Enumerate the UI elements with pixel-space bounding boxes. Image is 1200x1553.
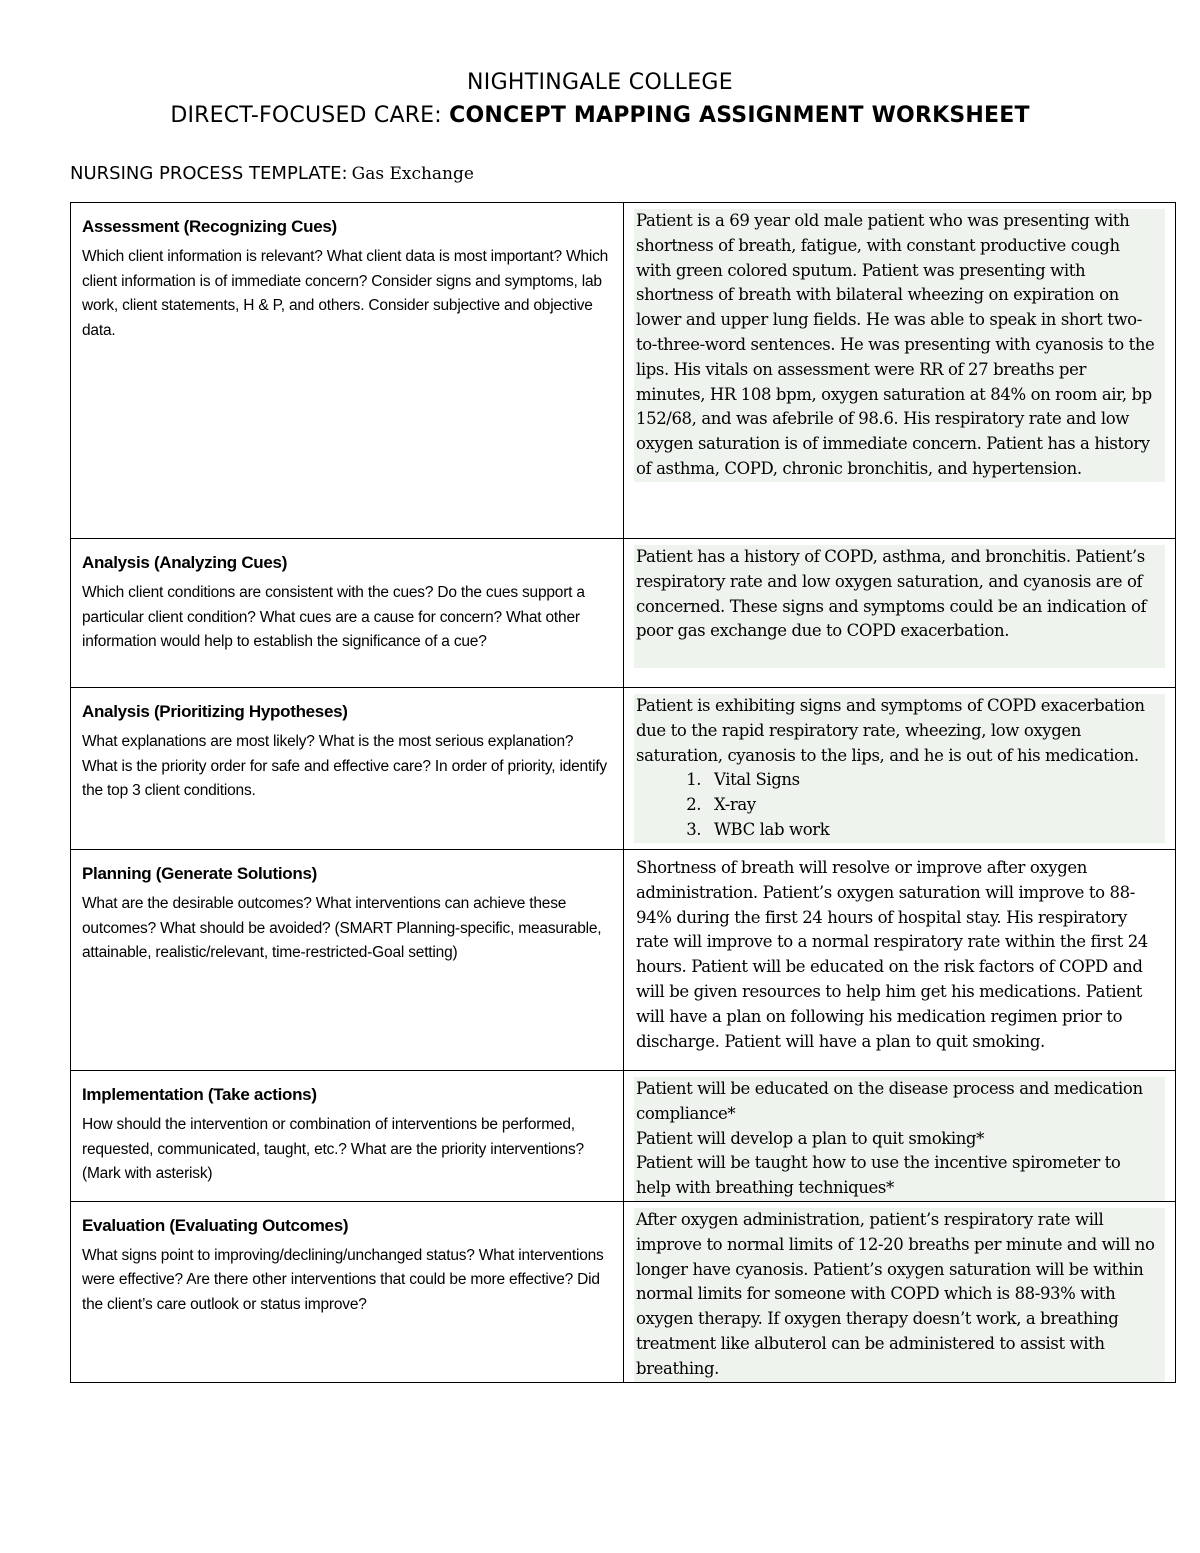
prioritizing-hypotheses-heading: Analysis (Prioritizing Hypotheses) — [82, 702, 348, 721]
assessment-heading: Assessment (Recognizing Cues) — [82, 217, 337, 236]
planning-prompt-cell — [71, 850, 624, 1071]
planning-answer[interactable]: Shortness of breath will resolve or improve after oxygen administration. Patient’s oxygen saturation will improve to 88-94% during the first 24 hours of hospital stay. His respiratory rate will improve to a normal respiratory rate within the first 24 hours. Patient will be educated on the risk factors of COPD and will be given resources to help him get his medications. Patient will have a plan on following his medication regimen prior to discharge. Patient will have a plan to quit smoking. — [634, 856, 1165, 1054]
evaluation-heading: Evaluation (Evaluating Outcomes) — [82, 1215, 349, 1235]
worksheet-title-main: CONCEPT MAPPING ASSIGNMENT WORKSHEET — [449, 103, 1030, 128]
priority-item: 2. X-ray — [706, 793, 1159, 818]
implementation-heading: Implementation (Take actions) — [82, 1085, 317, 1104]
assessment-prompt-cell — [71, 203, 624, 539]
prioritizing-hypotheses-text: Patient is exhibiting signs and symptoms of COPD exacerbation due to the rapid respiratory rate, wheezing, low oxygen saturation, cyanosis to the lips, and he is out of his medication. — [636, 696, 1145, 765]
priority-item: 3. WBC lab work — [706, 818, 1159, 843]
planning-question: What are the desirable outcomes? What interventions can achieve these outcomes? What should be avoided? (SMART Planning-specific, measurable, attainable, realistic/relevant, time-restricted-Goal setting) — [82, 895, 602, 961]
analyzing-cues-answer-cell[interactable] — [624, 539, 1176, 688]
implementation-answer-cell[interactable] — [624, 1071, 1176, 1202]
analyzing-cues-prompt-cell — [71, 539, 624, 688]
implementation-answer[interactable] — [634, 1077, 1165, 1201]
analyzing-cues-heading: Analysis (Analyzing Cues) — [82, 553, 288, 572]
assessment-answer-cell[interactable] — [624, 203, 1176, 539]
planning-row — [71, 850, 1176, 1071]
prioritizing-hypotheses-prompt-cell — [71, 688, 624, 850]
prioritizing-hypotheses-answer[interactable] — [634, 694, 1165, 843]
implementation-prompt-cell — [71, 1071, 624, 1202]
implementation-question: How should the intervention or combination of interventions be performed, requested, communicated, taught, etc.? What are the priority interventions? (Mark with asterisk) — [82, 1116, 584, 1182]
evaluation-prompt-cell — [71, 1201, 624, 1382]
evaluation-answer-cell[interactable] — [624, 1201, 1176, 1382]
evaluation-row — [71, 1201, 1176, 1382]
evaluation-answer[interactable]: After oxygen administration, patient’s respiratory rate will improve to normal limits of 12-20 breaths per minute and will no longer have cyanosis. Patient’s oxygen saturation will be within normal limits for someone with COPD which is 88-93% with oxygen therapy. If oxygen therapy doesn’t work, a breathing treatment like albuterol can be administered to assist with breathing. — [634, 1208, 1165, 1382]
implementation-row — [71, 1071, 1176, 1202]
template-label: NURSING PROCESS TEMPLATE: — [70, 163, 348, 184]
priority-item: 1. Vital Signs — [706, 768, 1159, 793]
planning-answer-cell[interactable] — [624, 850, 1176, 1071]
analyzing-cues-question: Which client conditions are consistent with the cues? Do the cues support a particular client condition? What cues are a cause for concern? What other information would help to establish the significance of a cue? — [82, 584, 585, 650]
priority-list — [636, 768, 1159, 842]
prioritizing-hypotheses-answer-cell[interactable] — [624, 688, 1176, 850]
template-value: Gas Exchange — [351, 164, 474, 184]
implementation-line: Patient will develop a plan to quit smoking* — [636, 1128, 984, 1148]
analyzing-cues-answer[interactable]: Patient has a history of COPD, asthma, and bronchitis. Patient’s respiratory rate and low oxygen saturation, and cyanosis are of concerned. These signs and symptoms could be an indication of poor gas exchange due to COPD exacerbation. — [634, 545, 1165, 668]
college-title: NIGHTINGALE COLLEGE — [467, 70, 733, 95]
implementation-line: Patient will be taught how to use the incentive spirometer to help with breathing techniques* — [636, 1153, 1121, 1198]
worksheet-title — [0, 103, 1200, 128]
template-line — [70, 163, 474, 184]
assessment-answer[interactable]: Patient is a 69 year old male patient who was presenting with shortness of breath, fatigue, with constant productive cough with green colored sputum. Patient was presenting with shortness of breath with bilateral wheezing on expiration on lower and upper lung fields. He was able to speak in short two-to-three-word sentences. He was presenting with cyanosis to the lips. His vitals on assessment were RR of 27 breaths per minutes, HR 108 bpm, oxygen saturation at 84% on room air, bp 152/68, and was afebrile of 98.6. His respiratory rate and low oxygen saturation is of immediate concern. Patient has a history of asthma, COPD, chronic bronchitis, and hypertension. — [634, 209, 1165, 482]
analyzing-cues-row — [71, 539, 1176, 688]
worksheet-table — [70, 202, 1176, 1383]
prioritizing-hypotheses-question: What explanations are most likely? What is the most serious explanation? What is the priority order for safe and effective care? In order of priority, identify the top 3 client conditions. — [82, 733, 607, 799]
planning-heading: Planning (Generate Solutions) — [82, 864, 317, 883]
worksheet-title-prefix: DIRECT-FOCUSED CARE: — [170, 103, 450, 128]
implementation-line: Patient will be educated on the disease process and medication compliance* — [636, 1079, 1143, 1123]
evaluation-question: What signs point to improving/declining/unchanged status? What interventions were effective? Are there other interventions that could be more effective? Did the client’s care outlook or status improve? — [82, 1246, 604, 1313]
assessment-question: Which client information is relevant? What client data is most important? Which client information is of immediate concern? Consider signs and symptoms, lab work, client statements, H & P, and others. Consider subjective and objective data. — [82, 248, 609, 339]
prioritizing-hypotheses-row — [71, 688, 1176, 850]
assessment-row — [71, 203, 1176, 539]
